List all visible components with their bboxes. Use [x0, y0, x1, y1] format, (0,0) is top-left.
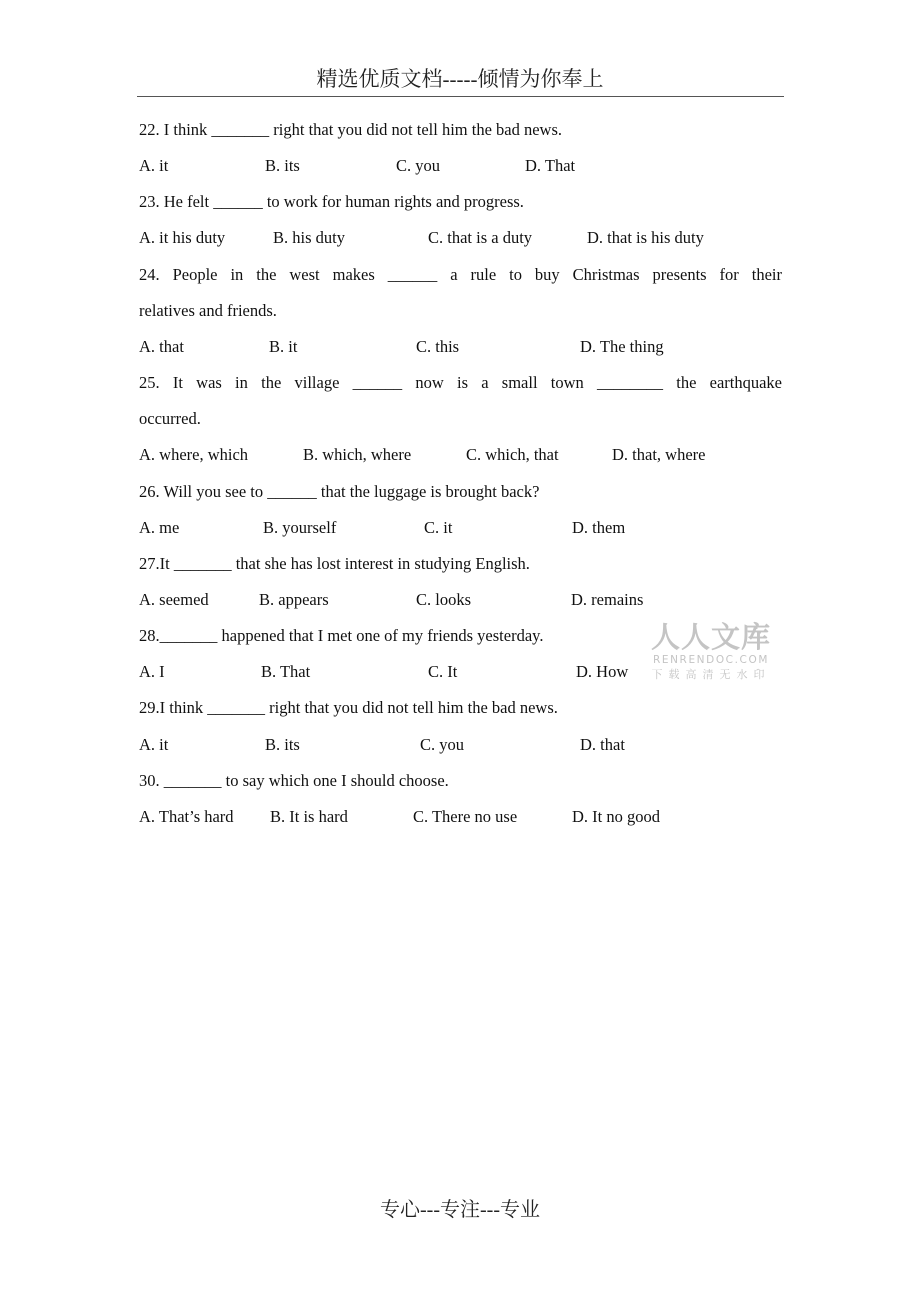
option-a: A. where, which — [139, 445, 249, 464]
question-24-stem-line-1: 24. People in the west makes ______ a rule to buy Christmas presents for their — [139, 265, 782, 284]
option-c: C. this — [416, 337, 460, 356]
option-d: D. that, where — [612, 445, 706, 464]
page-header: 精选优质文档-----倾情为你奉上 — [316, 67, 604, 91]
option-c: C. you — [420, 735, 465, 754]
question-22-stem: 22. I think _______ right that you did not tell him the bad news. — [139, 120, 562, 139]
option-c: C. It — [428, 662, 458, 681]
option-c: C. that is a duty — [428, 228, 533, 247]
option-c: C. you — [396, 156, 441, 175]
option-b: B. his duty — [273, 228, 345, 247]
option-b: B. its — [265, 735, 300, 754]
watermark-tagline: 下载高清无水印 — [651, 668, 771, 681]
page-footer: 专心---专注---专业 — [380, 1199, 540, 1221]
question-23-stem: 23. He felt ______ to work for human rights and progress. — [139, 192, 524, 211]
option-d: D. them — [572, 518, 626, 537]
option-c: C. it — [424, 518, 453, 537]
option-b: B. appears — [259, 590, 329, 609]
option-c: C. looks — [416, 590, 472, 609]
option-d: D. remains — [571, 590, 644, 609]
question-28-stem: 28._______ happened that I met one of my friends yesterday. — [139, 626, 544, 645]
option-b: B. its — [265, 156, 300, 175]
option-a: A. seemed — [139, 590, 209, 609]
option-d: D. That — [525, 156, 576, 175]
option-a: A. I — [139, 662, 165, 681]
option-d: D. The thing — [580, 337, 664, 356]
question-30-stem: 30. _______ to say which one I should choose. — [139, 771, 449, 790]
question-25-stem-line-1: 25. It was in the village ______ now is a small town ________ the earthquake — [139, 373, 782, 392]
option-b: B. yourself — [263, 518, 337, 537]
option-a: A. me — [139, 518, 180, 537]
option-d: D. that — [580, 735, 625, 754]
option-a: A. That’s hard — [139, 807, 234, 826]
option-b: B. which, where — [303, 445, 412, 464]
header-divider — [137, 96, 784, 97]
watermark-site: RENRENDOC.COM — [652, 654, 770, 666]
option-a: A. it — [139, 156, 169, 175]
option-a: A. that — [139, 337, 184, 356]
option-c: C. There no use — [413, 807, 518, 826]
question-25-stem-line-2: occurred. — [139, 409, 201, 428]
option-d: D. How — [576, 662, 629, 681]
option-b: B. it — [269, 337, 298, 356]
option-a: A. it his duty — [139, 228, 226, 247]
option-c: C. which, that — [466, 445, 559, 464]
option-d: D. that is his duty — [587, 228, 704, 247]
question-27-stem: 27.It _______ that she has lost interest in studying English. — [139, 554, 530, 573]
watermark-logo — [646, 620, 776, 682]
question-29-stem: 29.I think _______ right that you did not tell him the bad news. — [139, 698, 558, 717]
question-26-stem: 26. Will you see to ______ that the luggage is brought back? — [139, 482, 540, 501]
option-b: B. It is hard — [270, 807, 348, 826]
option-d: D. It no good — [572, 807, 660, 826]
option-a: A. it — [139, 735, 169, 754]
question-24-stem-line-2: relatives and friends. — [139, 301, 277, 320]
watermark-name: 人人文库 — [650, 620, 771, 654]
option-b: B. That — [261, 662, 311, 681]
